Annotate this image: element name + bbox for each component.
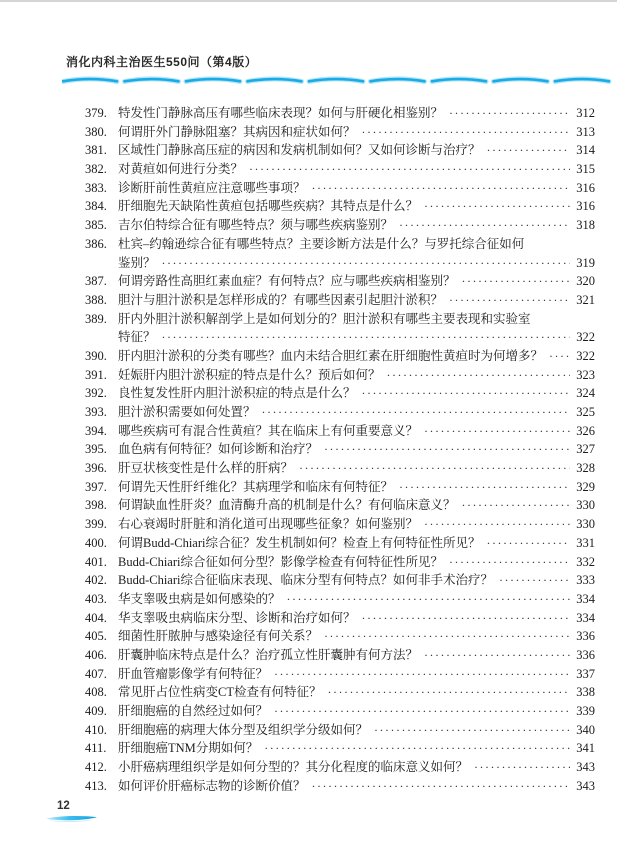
toc-entry-title: 胆汁淤积需要如何处置？	[118, 405, 256, 419]
toc-dot-leader	[487, 534, 571, 553]
toc-entry-number: 407.	[85, 666, 107, 681]
toc-entry-number: 404.	[85, 610, 107, 625]
toc-row	[85, 197, 595, 216]
toc-entry-number: 384.	[85, 199, 107, 214]
toc-entry-title: 妊娠肝内胆汁淤积症的特点是什么？预后如何？	[118, 367, 381, 382]
toc-row	[85, 665, 595, 684]
toc-row	[85, 216, 595, 235]
toc-dot-leader	[424, 197, 570, 216]
toc-row	[85, 254, 595, 273]
toc-entry-number: 408.	[85, 685, 107, 700]
toc-entry-title: 何谓Budd-Chiari综合征？发生机制如何？检查上有何特征性所见？	[118, 535, 481, 550]
toc-page-number: 313	[576, 124, 595, 139]
toc-entry-number: 393.	[85, 405, 107, 419]
toc-dot-leader	[549, 347, 570, 366]
toc-page-number: 332	[576, 554, 595, 569]
toc-page-number: 329	[576, 479, 595, 494]
toc-entry-number: 381.	[85, 143, 107, 158]
toc-page-number: 330	[576, 498, 595, 513]
toc-entry-title: 血色病有何特征？如何诊断和治疗？	[118, 442, 319, 457]
toc-entry-title: 华支睾吸虫病是如何感染的？	[118, 591, 281, 606]
toc-dot-leader	[424, 515, 570, 534]
toc-dot-leader	[374, 721, 570, 740]
toc-entry-number: 391.	[85, 367, 107, 382]
toc-row	[85, 384, 595, 403]
toc-row	[85, 553, 595, 572]
toc-list	[85, 104, 595, 795]
toc-entry-number: 379.	[85, 106, 107, 120]
toc-row	[85, 403, 595, 422]
toc-page-number: 339	[576, 704, 595, 718]
toc-page-number: 323	[576, 367, 595, 382]
toc-entry-number: 412.	[85, 760, 107, 775]
toc-entry-number: 410.	[85, 722, 107, 737]
toc-entry-title: 肝豆状核变性是什么样的肝病？	[118, 461, 294, 476]
toc-entry-title: 何谓肝外门静脉阻塞？其病因和症状如何？	[118, 124, 356, 139]
toc-page-number: 338	[576, 685, 595, 700]
toc-entry-title: 肝细胞癌的病理大体分型及组织学分级如何？	[118, 722, 369, 737]
toc-entry-number: 400.	[85, 535, 107, 550]
toc-entry-number: 395.	[85, 442, 107, 457]
toc-row	[85, 347, 595, 366]
toc-entry-number: 413.	[85, 778, 107, 793]
toc-page-number: 336	[576, 647, 595, 662]
toc-page-number: 322	[576, 348, 595, 363]
toc-row	[85, 235, 595, 254]
toc-entry-number: 392.	[85, 386, 107, 401]
toc-dot-leader	[387, 366, 570, 385]
toc-row	[85, 702, 595, 721]
toc-entry-title: 肝细胞先天缺陷性黄疸包括哪些疾病？其特点是什么？	[118, 199, 419, 214]
toc-entry-number: 380.	[85, 124, 107, 139]
toc-row	[85, 777, 595, 796]
toc-page-number: 337	[576, 666, 595, 681]
toc-dot-leader	[424, 422, 570, 441]
toc-entry-number: 409.	[85, 704, 107, 718]
toc-page-number: 341	[576, 741, 595, 756]
toc-entry-title: 肝细胞癌TNM分期如何？	[118, 741, 259, 756]
toc-dot-leader	[312, 777, 570, 796]
toc-entry-title: 特征？	[118, 330, 156, 345]
toc-entry-title: 对黄疸如何进行分类？	[118, 162, 244, 177]
toc-entry-number: 382.	[85, 162, 107, 177]
toc-entry-number: 411.	[85, 741, 107, 756]
toc-entry-title: Budd-Chiari综合征临床表现、临床分型有何特点？如何非手术治疗？	[118, 573, 493, 588]
toc-entry-title: 细菌性肝脓肿与感染途径有何关系？	[118, 629, 319, 644]
toc-entry-number: 389.	[85, 311, 107, 326]
toc-dot-leader	[424, 646, 570, 665]
toc-row	[85, 758, 595, 777]
toc-entry-title: Budd-Chiari综合征如何分型？影像学检查有何特征性所见？	[118, 554, 443, 569]
toc-dot-leader	[262, 403, 570, 422]
toc-entry-title: 吉尔伯特综合征有哪些特点？须与哪些疾病鉴别？	[118, 218, 394, 233]
toc-page-number: 334	[576, 591, 595, 606]
toc-page-number: 325	[576, 405, 595, 419]
running-head-book-title: 消化内科主治医生550问（第4版）	[66, 55, 258, 69]
toc-dot-leader	[362, 384, 570, 403]
toc-page-number: 312	[576, 106, 595, 120]
toc-row	[85, 104, 595, 123]
toc-row	[85, 141, 595, 160]
toc-page-number: 343	[576, 760, 595, 775]
toc-entry-number: 394.	[85, 423, 107, 438]
toc-row	[85, 440, 595, 459]
toc-dot-leader	[399, 216, 570, 235]
toc-row	[85, 721, 595, 740]
toc-entry-number: 396.	[85, 461, 107, 476]
toc-page-number: 333	[576, 573, 595, 588]
toc-row	[85, 422, 595, 441]
toc-entry-number: 383.	[85, 180, 107, 195]
toc-dot-leader	[399, 478, 570, 497]
toc-dot-leader	[462, 496, 570, 515]
toc-entry-number: 385.	[85, 218, 107, 233]
toc-page-number: 316	[576, 199, 595, 214]
toc-row	[85, 160, 595, 179]
toc-dot-leader	[249, 160, 570, 179]
toc-row	[85, 291, 595, 310]
toc-dot-leader	[474, 758, 570, 777]
toc-entry-title: 何谓缺血性肝炎？血清酶升高的机制是什么？有何临床意义？	[118, 498, 456, 513]
toc-entry-title: 肝血管瘤影像学有何特征？	[118, 666, 269, 681]
toc-row	[85, 478, 595, 497]
toc-row	[85, 123, 595, 142]
toc-row	[85, 310, 595, 329]
toc-dot-leader	[162, 328, 570, 347]
toc-page-number: 319	[576, 255, 595, 270]
toc-row	[85, 179, 595, 198]
toc-row	[85, 366, 595, 385]
toc-entry-title: 诊断肝前性黄疸应注意哪些事项？	[118, 180, 306, 195]
toc-page-number: 327	[576, 442, 595, 457]
toc-dot-leader	[312, 179, 570, 198]
toc-page-number: 314	[576, 143, 595, 158]
toc-entry-number: 386.	[85, 236, 107, 251]
toc-entry-number: 398.	[85, 498, 107, 513]
toc-entry-number: 405.	[85, 629, 107, 644]
toc-entry-title: 常见肝占位性病变CT检查有何特征？	[118, 685, 322, 700]
toc-entry-number: 406.	[85, 647, 107, 662]
toc-dot-leader	[264, 739, 570, 758]
toc-entry-number: 402.	[85, 573, 107, 588]
toc-dot-leader	[274, 702, 570, 721]
toc-row	[85, 459, 595, 478]
toc-page-number: 331	[576, 535, 595, 550]
toc-row	[85, 627, 595, 646]
toc-row	[85, 683, 595, 702]
toc-page-number: 340	[576, 722, 595, 737]
toc-entry-number: 403.	[85, 591, 107, 606]
toc-entry-title: 肝囊肿临床特点是什么？治疗孤立性肝囊肿有何方法？	[118, 647, 419, 662]
toc-page-number: 334	[576, 610, 595, 625]
toc-row	[85, 590, 595, 609]
toc-row	[85, 646, 595, 665]
toc-dot-leader	[362, 609, 570, 628]
toc-page-number: 324	[576, 386, 595, 401]
toc-entry-title: 何谓先天性肝纤维化？其病理学和临床有何特征？	[118, 479, 394, 494]
toc-row	[85, 739, 595, 758]
toc-page-number: 321	[576, 292, 595, 307]
toc-entry-title: 肝内胆汁淤积的分类有哪些？血内未结合胆红素在肝细胞性黄疸时为何增多？	[118, 348, 544, 363]
toc-entry-number: 399.	[85, 517, 107, 532]
toc-page-number: 320	[576, 274, 595, 289]
toc-dot-leader	[162, 254, 570, 273]
toc-dot-leader	[324, 440, 570, 459]
toc-entry-title: 杜宾–约翰逊综合征有哪些特点？主要诊断方法是什么？与罗托综合征如何	[118, 236, 525, 251]
toc-entry-title: 胆汁与胆汁淤积是怎样形成的？有哪些因素引起胆汁淤积？	[118, 292, 444, 307]
toc-row	[85, 496, 595, 515]
toc-row	[85, 328, 595, 347]
toc-dot-leader	[299, 459, 570, 478]
toc-row	[85, 609, 595, 628]
toc-entry-title: 特发性门静脉高压有哪些临床表现？如何与肝硬化相鉴别？	[118, 106, 444, 120]
toc-entry-title: 区域性门静脉高压症的病因和发病机制如何？又如何诊断与治疗？	[118, 143, 481, 158]
toc-dot-leader	[487, 141, 570, 160]
toc-row	[85, 515, 595, 534]
toc-page-number: 328	[576, 461, 595, 476]
toc-entry-number: 397.	[85, 479, 107, 494]
toc-dot-leader	[449, 291, 570, 310]
toc-dot-leader	[499, 571, 570, 590]
toc-page-number: 322	[576, 330, 595, 345]
toc-entry-title: 右心衰竭时肝脏和消化道可出现哪些征象？如何鉴别？	[118, 517, 419, 532]
toc-row	[85, 272, 595, 291]
toc-entry-title: 哪些疾病可有混合性黄疸？其在临床上有何重要意义？	[118, 423, 419, 438]
scan-top-edge	[0, 0, 617, 2]
wavy-rule-decoration	[62, 75, 612, 87]
toc-dot-leader	[274, 665, 570, 684]
toc-page-number: 315	[576, 162, 595, 177]
toc-entry-title: 良性复发性肝内胆汁淤积症的特点是什么？	[118, 386, 356, 401]
folio-swoosh-decoration	[46, 814, 98, 823]
toc-entry-number: 387.	[85, 274, 107, 289]
toc-dot-leader	[287, 590, 570, 609]
toc-dot-leader	[362, 123, 570, 142]
toc-page-number: 330	[576, 517, 595, 532]
toc-page-number: 318	[576, 218, 595, 233]
folio-page-number: 12	[57, 800, 70, 812]
toc-dot-leader	[324, 627, 570, 646]
toc-dot-leader	[449, 104, 570, 123]
toc-entry-title: 何谓旁路性高胆红素血症？有何特点？应与哪些疾病相鉴别？	[118, 274, 456, 289]
toc-page-number: 316	[576, 180, 595, 195]
toc-entry-number: 390.	[85, 348, 107, 363]
toc-entry-number: 388.	[85, 292, 107, 307]
toc-dot-leader	[327, 683, 570, 702]
toc-entry-title: 肝细胞癌的自然经过如何？	[118, 704, 269, 718]
toc-page-number: 343	[576, 778, 595, 793]
toc-entry-title: 小肝癌病理组织学是如何分型的？其分化程度的临床意义如何？	[118, 760, 469, 775]
toc-dot-leader	[462, 272, 570, 291]
toc-entry-number: 401.	[85, 554, 107, 569]
toc-entry-title: 肝内外胆汁淤积解剖学上是如何划分的？胆汁淤积有哪些主要表现和实验室	[118, 311, 531, 326]
toc-entry-title: 鉴别？	[118, 255, 156, 270]
toc-entry-title: 华支睾吸虫病临床分型、诊断和治疗如何？	[118, 610, 356, 625]
toc-entry-title: 如何评价肝癌标志物的诊断价值？	[118, 778, 306, 793]
toc-page-number: 336	[576, 629, 595, 644]
toc-row	[85, 571, 595, 590]
toc-row	[85, 534, 595, 553]
toc-page-number: 326	[576, 423, 595, 438]
toc-dot-leader	[449, 553, 570, 572]
